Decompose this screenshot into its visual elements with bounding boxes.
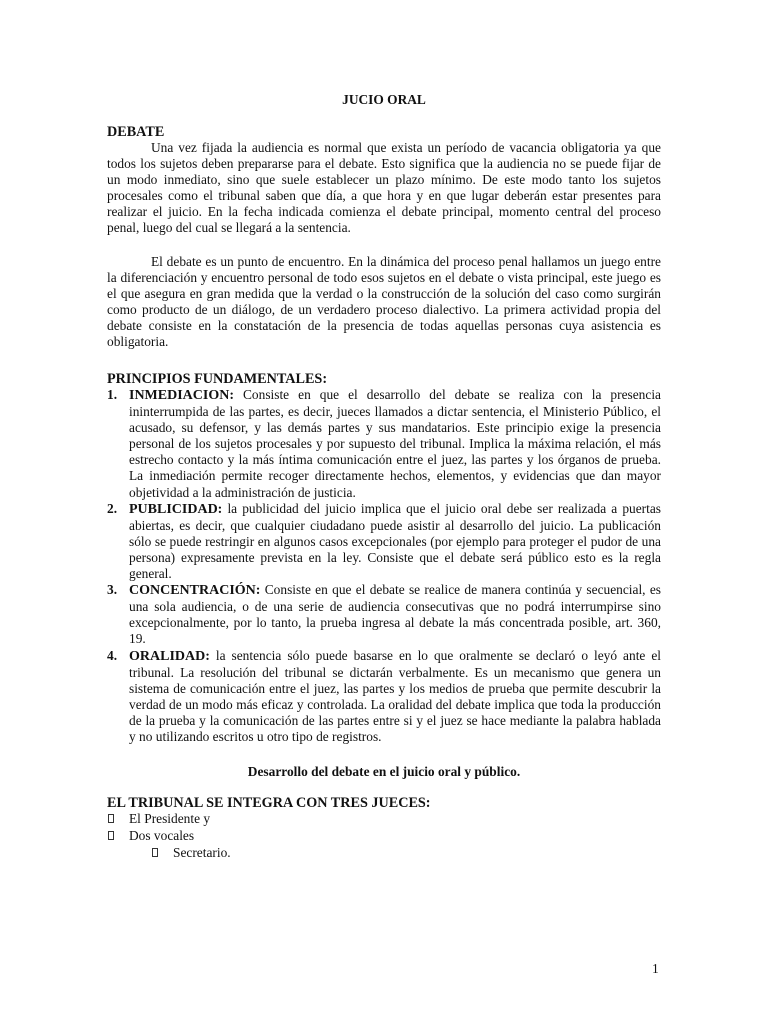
square-bullet-icon	[108, 814, 114, 823]
tribunal-subitem-label: Secretario.	[173, 845, 231, 860]
principle-item	[107, 582, 661, 647]
principle-number: 1.	[107, 387, 118, 402]
page-number: 1	[652, 961, 659, 976]
paragraph-1	[107, 140, 661, 237]
principle-term: INMEDIACION:	[129, 388, 234, 403]
principle-item	[107, 501, 661, 582]
principles-heading: PRINCIPIOS FUNDAMENTALES:	[107, 371, 328, 387]
tribunal-item	[107, 811, 210, 828]
principle-item	[107, 387, 661, 501]
principle-text: Consiste en que el debate se realice de manera continúa y secuencial, es una sola audiencia, o de una serie de audiencia consecutivas que no podrá interrumpirse sino excepcionalmente, por lo tanto, la prueba ingresa al debate la más concentrada posible, art. 360, 19.	[129, 582, 661, 647]
principle-term: PUBLICIDAD:	[129, 501, 223, 517]
square-bullet-icon	[152, 848, 158, 857]
paragraph-2	[107, 254, 661, 351]
document-title: JUCIO ORAL	[342, 92, 426, 107]
tribunal-item	[107, 828, 210, 845]
principles-list	[107, 387, 661, 745]
principle-text: Consiste en que el desarrollo del debate se realiza con la presencia ininterrumpida de las partes, es decir, jueces llamados a dictar sentencia, el Ministerio Público, el acusado, su defensor, y las demás partes y sus mandatarios. Este principio exige la presencia personal de los sujetos procesales y por supuesto del tribunal. Implica la máxima relación, el más estrecho contacto y la más íntima comunicación entre el juez, las partes y los órganos de prueba. La inmediación permite recoger directamente hechos, elementos, y evidencias que dan mayor objetividad a la administración de justicia.	[129, 387, 661, 500]
tribunal-list	[107, 811, 210, 844]
tribunal-subitem	[151, 845, 231, 862]
principle-number: 2.	[107, 500, 118, 516]
principle-number: 4.	[107, 647, 118, 663]
principle-term: CONCENTRACIÓN:	[129, 583, 261, 599]
square-bullet-icon	[108, 831, 114, 840]
principle-number: 3.	[107, 582, 118, 598]
principle-text: la sentencia sólo puede basarse en lo que oralmente se declaró o leyó ante el tribunal. La resolución del tribunal se dictarán verbalmente. Es un mecanismo que genera un sistema de comunicación entre el juez, las partes y los medios de prueba que permite descubrir la verdad de un modo más eficaz y controlada. La oralidad del debate implica que toda la producción de la prueba y la comunicación de las partes entre si y el juez se hace mediante la palabra hablada y no utilizando escritos u otro tipo de registros.	[129, 647, 661, 744]
tribunal-item-label: Dos vocales	[129, 827, 195, 843]
principle-item	[107, 648, 661, 746]
tribunal-sublist	[151, 845, 231, 862]
principle-text: la publicidad del juicio implica que el juicio oral debe ser realizada a puertas abiertas, es decir, que cualquier ciudadano puede asistir al desarrollo del juicio. La publicación sólo se puede restringir en algunos casos excepcionales (por ejemplo para proteger el pudor de una persona) expresamente prevista en la ley. Consiste que el debate será público esto es la regla general.	[129, 500, 661, 582]
tribunal-item-label: El Presidente y	[129, 811, 211, 826]
debate-heading: DEBATE	[107, 124, 165, 140]
paragraph-2-text: El debate es un punto de encuentro. En la dinámica del proceso penal hallamos un juego entre la diferenciación y encuentro personal de todo esos sujetos en el debate o vista principal, este juego es el que asegura en gran medida que la verdad o la construcción de la solución del caso como surgirán como producto de un diálogo, de un verdadero proceso dialectivo. La primera actividad propia del debate consiste en la constatación de la presencia de todas aquellas personas cuya asistencia es obligatoria.	[107, 254, 661, 350]
principle-term: ORALIDAD:	[129, 648, 210, 664]
section-subtitle: Desarrollo del debate en el juicio oral y público.	[247, 764, 521, 779]
tribunal-heading: EL TRIBUNAL SE INTEGRA CON TRES JUECES:	[107, 795, 431, 811]
paragraph-1-text: Una vez fijada la audiencia es normal que exista un período de vacancia obligatoria ya que todos los sujetos deben prepararse para el debate. Esto significa que la audiencia no se puede fijar de un modo inmediato, sino que suele establecer un plazo mínimo. De este modo tanto los sujetos procesales como el tribunal saben que día, a que hora y en que lugar deberán estar presentes para realizar el juicio. En la fecha indicada comienza el debate principal, momento central del proceso penal, luego del cual se llegará a la sentencia.	[107, 140, 661, 236]
